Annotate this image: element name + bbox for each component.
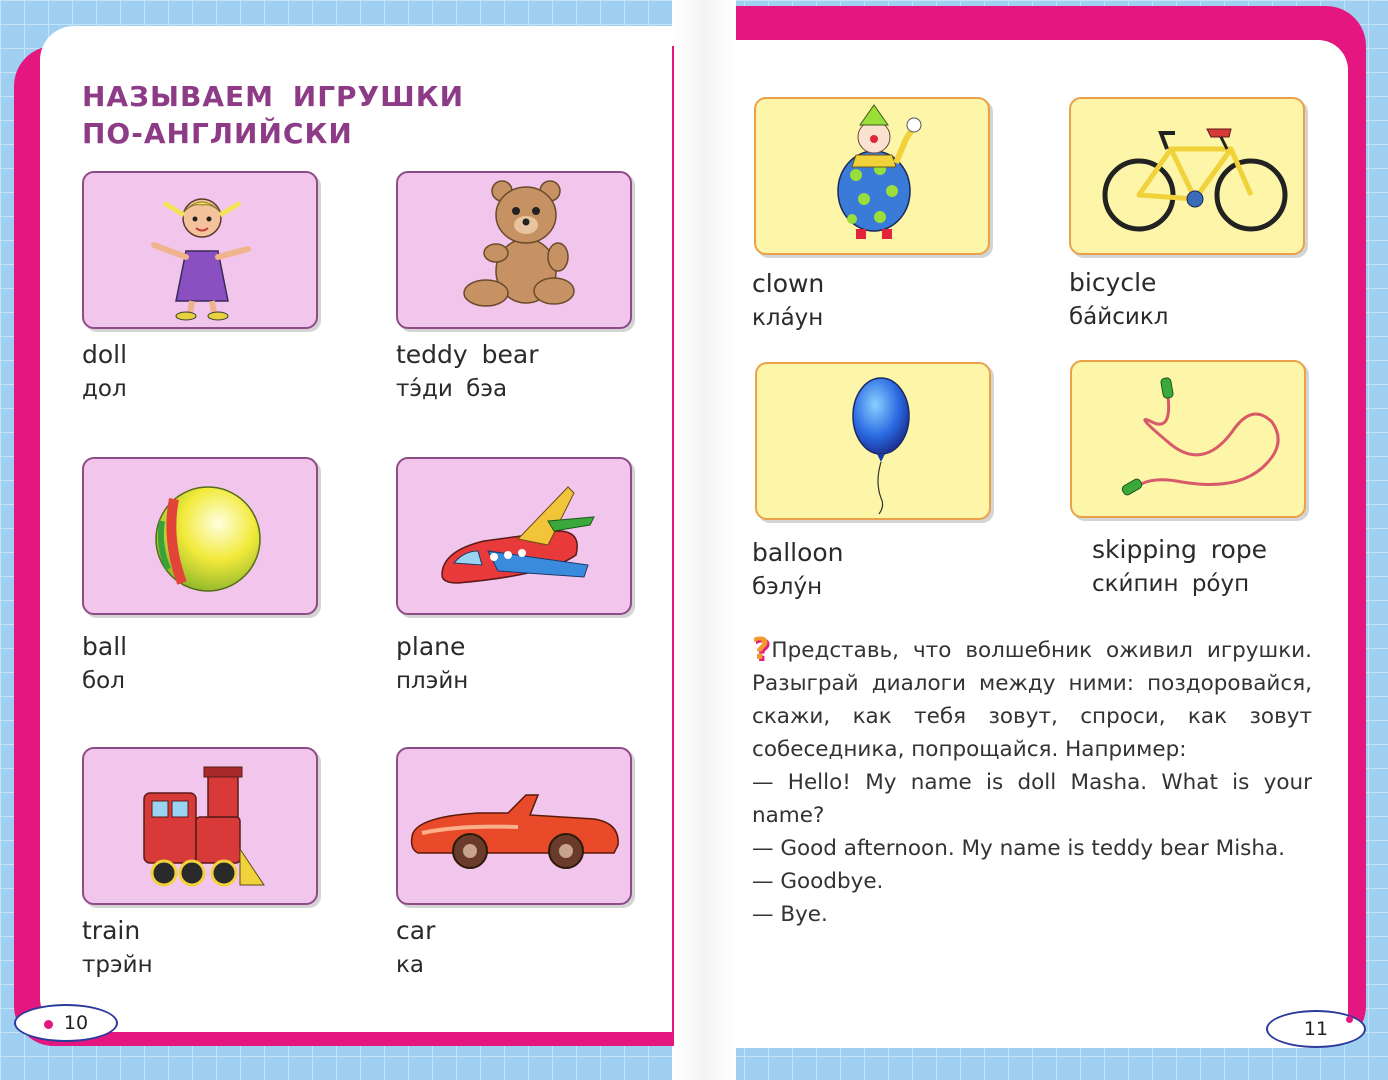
item-train	[82, 916, 153, 980]
card-doll	[82, 171, 318, 329]
transcription-label: бáйсикл	[1069, 304, 1169, 330]
plane-icon	[398, 459, 634, 617]
word-label: bicycle	[1069, 268, 1157, 297]
card-ball	[82, 457, 318, 615]
page-number-label: 11	[1303, 1018, 1329, 1040]
item-clown	[752, 269, 824, 333]
card-balloon	[755, 362, 991, 520]
page-number-label: 10	[63, 1012, 89, 1034]
word-label: teddy bear	[396, 340, 539, 369]
card-car	[396, 747, 632, 905]
balloon-icon	[757, 364, 993, 522]
card-plane	[396, 457, 632, 615]
word-label: skipping rope	[1092, 535, 1268, 564]
word-label: car	[396, 916, 436, 945]
card-bicycle	[1069, 97, 1305, 255]
task-instruction	[752, 633, 1312, 766]
dialog-line: — Goodbye.	[752, 869, 884, 894]
page-number-10	[14, 1004, 118, 1042]
teddy-bear-icon	[398, 173, 634, 331]
transcription-label: ка	[396, 952, 424, 978]
item-skipping-rope	[1092, 535, 1267, 599]
transcription-label: клáун	[752, 305, 824, 331]
skipping-rope-icon	[1072, 362, 1308, 520]
title-line-2: ПО-АНГЛИЙСКИ	[82, 117, 353, 150]
card-skipping-rope	[1070, 360, 1306, 518]
page-number-dot	[1346, 1016, 1353, 1023]
transcription-label: плэйн	[396, 668, 469, 694]
transcription-label: ски́пин рóуп	[1092, 571, 1250, 597]
train-icon	[84, 749, 320, 907]
item-ball	[82, 632, 127, 696]
transcription-label: бэлýн	[752, 574, 823, 600]
transcription-label: бол	[82, 668, 125, 694]
word-label: plane	[396, 632, 466, 661]
card-clown	[754, 97, 990, 255]
item-teddy-bear	[396, 340, 539, 404]
doll-icon	[84, 173, 320, 331]
card-teddy-bear	[396, 171, 632, 329]
transcription-label: тэ́ди бэа	[396, 376, 508, 402]
title-line-1: НАЗЫВАЕМ ИГРУШКИ	[82, 80, 465, 113]
instruction-text: Представь, что волшебник оживил игрушки. Разыграй диалоги между ними: поздоровайся, скажи, как тебя зовут, спроси, как зовут собеседника, попрощайся. Например:	[752, 638, 1312, 762]
word-label: train	[82, 916, 141, 945]
item-bicycle	[1069, 268, 1168, 332]
card-train	[82, 747, 318, 905]
question-mark-icon: ?	[752, 632, 770, 667]
dialog-line: — Good afternoon. My name is teddy bear Misha.	[752, 836, 1286, 861]
task-text	[752, 633, 1312, 931]
word-label: balloon	[752, 538, 844, 567]
dialog-line: — Bye.	[752, 902, 828, 927]
page-number-11	[1266, 1010, 1366, 1048]
bicycle-icon	[1071, 99, 1307, 257]
item-car	[396, 916, 435, 980]
item-plane	[396, 632, 468, 696]
item-balloon	[752, 538, 844, 602]
word-label: ball	[82, 632, 128, 661]
clown-icon	[756, 99, 992, 257]
car-icon	[398, 749, 634, 907]
page-number-dot	[44, 1020, 53, 1029]
item-doll	[82, 340, 127, 404]
word-label: doll	[82, 340, 128, 369]
dialog-line: — Hello! My name is doll Masha. What is your name?	[752, 770, 1312, 828]
transcription-label: дол	[82, 376, 127, 402]
ball-icon	[84, 459, 320, 617]
book-gutter	[672, 0, 736, 1080]
page-title	[82, 78, 464, 152]
word-label: clown	[752, 269, 825, 298]
transcription-label: трэйн	[82, 952, 153, 978]
